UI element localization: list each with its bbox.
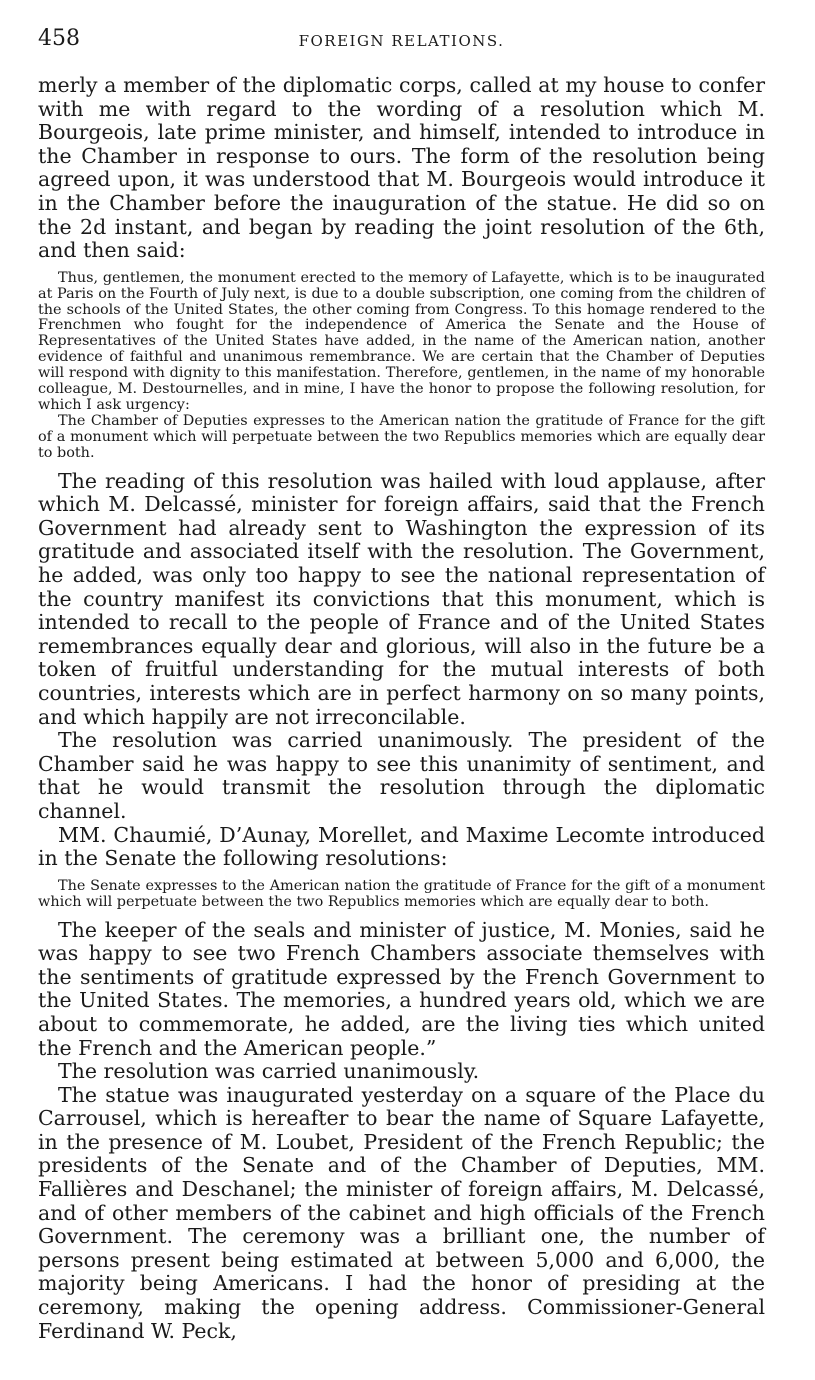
quoted-speech-bourgeois: Thus, gentlemen, the monument erected to the memory of Lafayette, which is to be inaugurated at Paris on the Fourth of July next, is due to a double subscription, one coming from the children of the schools of the United States, the other coming from Congress. To this homage rendered to the Frenchmen who fought for the independence of America the Senate and the House of Representatives of the United States have added, in the name of the American nation, another evidence of faithful and unanimous remembrance. We are certain that the Chamber of Deputies will respond with dignity to this manifestation. Therefore, gentlemen, in the name of my honorable colleague, M. Destournelles, and in mine, I have the honor to propose the following resolution, for which I ask urgency: [38, 269, 765, 413]
paragraph-monies: The keeper of the seals and minister of justice, M. Monies, said he was happy to see two French Chambers associate themselves with the sentiments of gratitude expressed by the French Government to the United States. The memories, a hundred years old, which we are about to commemorate, he added, are the living ties which united the French and the American people.” [38, 917, 765, 1060]
paragraph-continuation: merly a member of the diplomatic corps, called at my house to confer with me with regard to the wording of a resolution which M. Bourgeois, late prime minister, and himself, intended to introduce in the Chamber in response to ours. The form of the resolution being agreed upon, it was understood that M. Bourgeois would introduce it in the Chamber before the inauguration of the statue. He did so on the 2d instant, and began by reading the joint resolution of the 6th, and then said: [38, 73, 765, 263]
running-title: FOREIGN RELATIONS. [298, 32, 505, 50]
chamber-resolution-text: The Chamber of Deputies expresses to the American nation the gratitude of France for the gift of a monument which will perpetuate between the two Republics memories which are equally dear to both. [38, 412, 765, 461]
paragraph-inauguration: The statue was inaugurated yesterday on a square of the Place du Carrousel, which is hereafter to bear the name of Square Lafayette, in the presence of M. Loubet, President of the French Republic; the presidents of the Senate and of the Chamber of Deputies, MM. Fallières and Deschanel; the minister of foreign affairs, M. Delcassé, and of other members of the cabinet and high officials of the French Government. The ceremony was a brilliant one, the number of persons present being estimated at between 5,000 and 6,000, the majority being Americans. I had the honor of presiding at the ceremony, making the opening address. Commissioner-General Ferdinand W. Peck, [38, 1082, 765, 1343]
body-text [38, 74, 765, 1343]
senate-resolution-text: The Senate expresses to the American nation the gratitude of France for the gift of a monument which will perpetuate between the two Republics memories which are equally dear to both. [38, 877, 765, 910]
paragraph-carried-senate: The resolution was carried unanimously. [58, 1059, 480, 1084]
paragraph-carried-chamber: The resolution was carried unanimously. The president of the Chamber said he was happy to see this unanimity of sentiment, and that he would transmit the resolution through the diplomatic channel. [38, 728, 765, 823]
paragraph-senate-intro: MM. Chaumié, D’Aunay, Morellet, and Maxime Lecomte introduced in the Senate the following resolutions: [38, 822, 765, 871]
paragraph-delcasse: The reading of this resolution was hailed with loud applause, after which M. Delcassé, minister for foreign affairs, said that the French Government had already sent to Washington the expression of its gratitude and associated itself with the resolution. The Government, he added, was only too happy to see the national representation of the country manifest its convictions that this monument, which is intended to recall to the people of France and of the United States remembrances equally dear and glorious, will also in the future be a token of fruitful understanding for the mutual interests of both countries, interests which are in perfect harmony on so many points, and which happily are not irreconcilable. [38, 468, 765, 729]
page-number: 458 [38, 26, 80, 51]
page-header [38, 26, 765, 56]
